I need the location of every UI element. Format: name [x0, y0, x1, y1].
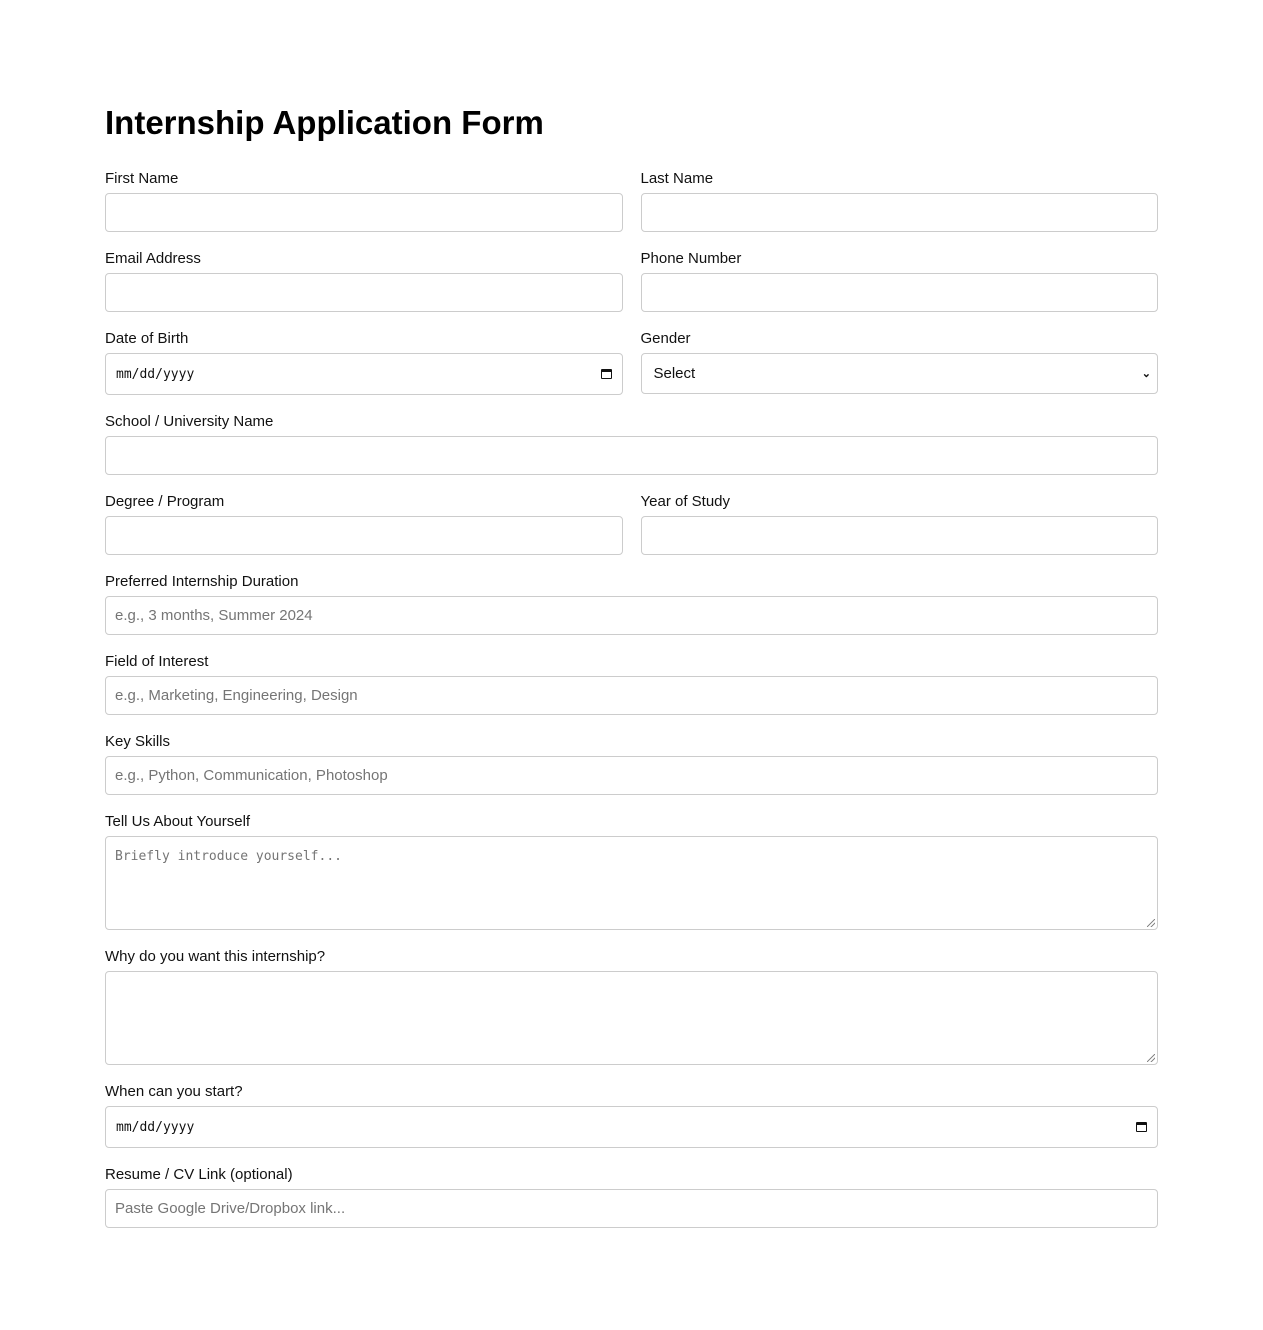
- resize-handle-icon[interactable]: [1147, 1054, 1155, 1062]
- phone-input[interactable]: [641, 273, 1159, 312]
- degree-label: Degree / Program: [105, 493, 225, 510]
- about-label: Tell Us About Yourself: [105, 813, 251, 830]
- skills-input[interactable]: e.g., Python, Communication, Photoshop: [105, 756, 1158, 795]
- start-label: When can you start?: [105, 1083, 243, 1100]
- gender-label: Gender: [640, 330, 691, 347]
- gender-selected: Select: [653, 365, 696, 382]
- phone-label: Phone Number: [640, 250, 742, 267]
- dob-placeholder: mm/dd/yyyy: [116, 366, 195, 382]
- first-name-input[interactable]: [105, 193, 623, 232]
- year-input[interactable]: [641, 516, 1159, 555]
- calendar-icon[interactable]: [601, 369, 612, 379]
- email-label: Email Address: [105, 250, 201, 267]
- field-label: Field of Interest: [105, 653, 209, 670]
- degree-input[interactable]: [105, 516, 623, 555]
- about-placeholder: Briefly introduce yourself...: [115, 849, 342, 864]
- duration-input[interactable]: e.g., 3 months, Summer 2024: [105, 596, 1158, 635]
- school-input[interactable]: [105, 436, 1158, 475]
- first-name-label: First Name: [105, 170, 179, 187]
- dob-input[interactable]: [105, 353, 623, 395]
- dob-label: Date of Birth: [105, 330, 189, 347]
- duration-label: Preferred Internship Duration: [105, 573, 299, 590]
- resume-link-input[interactable]: Paste Google Drive/Dropbox link...: [105, 1189, 1158, 1228]
- why-textarea[interactable]: [105, 971, 1158, 1065]
- about-textarea[interactable]: [105, 836, 1158, 930]
- resume-label: Resume / CV Link (optional): [105, 1166, 293, 1183]
- why-label: Why do you want this internship?: [105, 948, 326, 965]
- school-label: School / University Name: [105, 413, 274, 430]
- email-input[interactable]: [105, 273, 623, 312]
- last-name-label: Last Name: [640, 170, 714, 187]
- last-name-input[interactable]: [641, 193, 1159, 232]
- chevron-down-icon: ⌄: [1141, 368, 1151, 380]
- page-title: Internship Application Form: [105, 104, 544, 141]
- resize-handle-icon[interactable]: [1147, 919, 1155, 927]
- start-placeholder: mm/dd/yyyy: [116, 1119, 195, 1135]
- calendar-icon[interactable]: [1136, 1122, 1147, 1132]
- start-date-input[interactable]: [105, 1106, 1158, 1148]
- skills-label: Key Skills: [105, 733, 171, 750]
- field-of-interest-input[interactable]: e.g., Marketing, Engineering, Design: [105, 676, 1158, 715]
- year-label: Year of Study: [640, 493, 731, 510]
- gender-select[interactable]: [641, 353, 1159, 394]
